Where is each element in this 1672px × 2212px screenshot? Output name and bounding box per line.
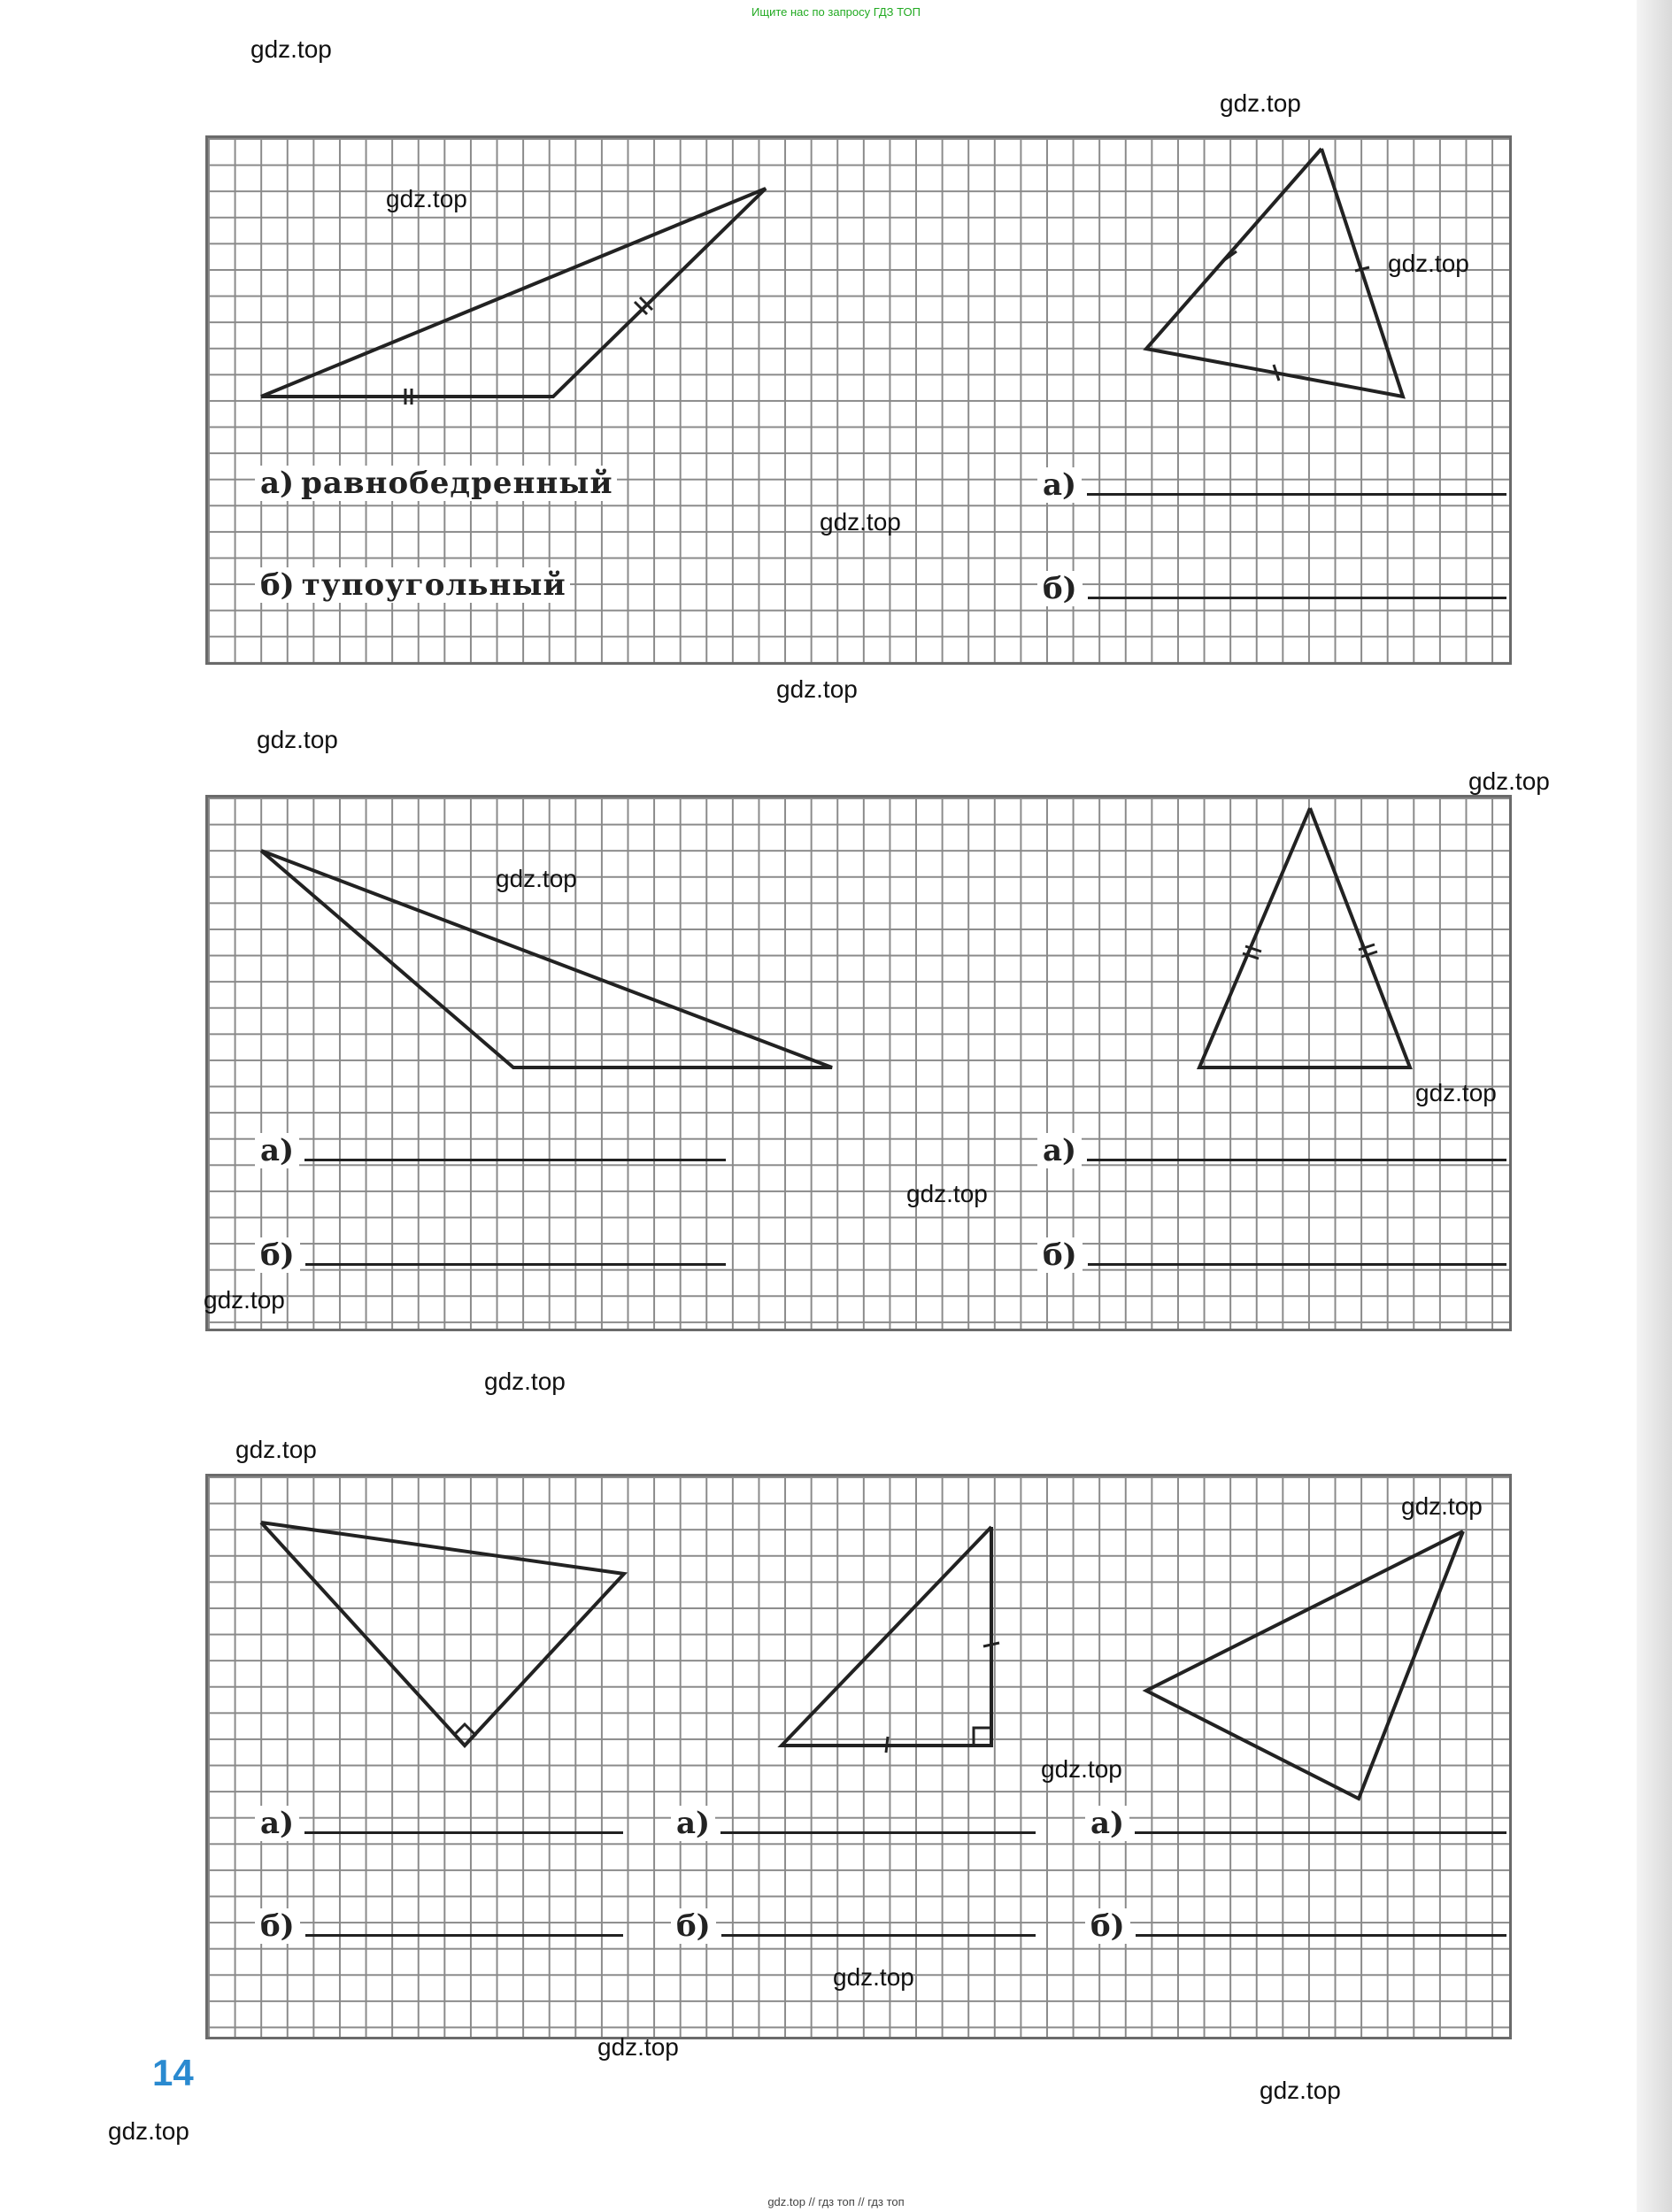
answer-row3-col1-a[interactable] xyxy=(255,1799,623,1841)
watermark: gdz.top xyxy=(250,35,332,63)
triangle-2 xyxy=(1146,149,1403,397)
answer-row1-right-a[interactable] xyxy=(1037,460,1506,503)
answer-label: а) xyxy=(1037,1133,1082,1168)
watermark: gdz.top xyxy=(1401,1492,1483,1520)
answer-text: тупоугольный xyxy=(300,567,570,603)
triangle-1 xyxy=(261,189,766,397)
answer-label: а) xyxy=(1085,1806,1129,1841)
answer-row3-col3-b[interactable] xyxy=(1085,1901,1506,1944)
answer-label: а) xyxy=(255,466,299,501)
page-number: 14 xyxy=(152,2052,194,2093)
answer-label: а) xyxy=(1037,467,1082,503)
watermark: gdz.top xyxy=(1220,89,1301,117)
answer-line xyxy=(721,1934,1036,1937)
watermark: gdz.top xyxy=(820,508,901,536)
answer-line xyxy=(1088,1263,1506,1266)
answer-row2-left-b[interactable] xyxy=(255,1230,726,1273)
answer-row3-col2-a[interactable] xyxy=(671,1799,1036,1841)
answer-text: равнобедренный xyxy=(299,466,616,501)
watermark: gdz.top xyxy=(235,1436,317,1463)
watermark: gdz.top xyxy=(776,675,858,703)
tick-mark xyxy=(886,1737,888,1753)
watermark: gdz.top xyxy=(386,185,467,212)
figure-row-3 xyxy=(208,1476,1509,2037)
page-edge-shadow xyxy=(1637,0,1672,2212)
answer-label: а) xyxy=(255,1806,299,1841)
answer-row3-col2-b[interactable] xyxy=(671,1901,1036,1944)
answer-label: б) xyxy=(255,1237,300,1273)
tick-mark xyxy=(983,1643,999,1646)
watermark: gdz.top xyxy=(108,2117,189,2145)
watermark: gdz.top xyxy=(496,865,577,892)
triangle-7 xyxy=(1146,1531,1463,1799)
answer-label: а) xyxy=(671,1806,715,1841)
watermark: gdz.top xyxy=(833,1963,914,1991)
watermark: gdz.top xyxy=(597,2033,679,2061)
answer-label: б) xyxy=(255,1908,300,1944)
answer-label: б) xyxy=(1037,1237,1083,1273)
watermark: gdz.top xyxy=(204,1286,285,1314)
answer-line xyxy=(304,1159,726,1161)
answer-label: б) xyxy=(1037,571,1083,606)
answer-line xyxy=(1136,1934,1506,1937)
answer-line xyxy=(304,1831,623,1834)
tick-mark xyxy=(1355,267,1369,271)
watermark: gdz.top xyxy=(257,726,338,753)
triangle-4 xyxy=(1199,808,1410,1067)
watermark: gdz.top xyxy=(1041,1755,1122,1783)
answer-row1-left-a[interactable] xyxy=(255,459,742,501)
answer-label: б) xyxy=(671,1908,716,1944)
answer-line xyxy=(305,1263,726,1266)
footer-note: gdz.top // гдз топ // гдз топ xyxy=(767,2195,905,2208)
answer-row3-col1-b[interactable] xyxy=(255,1901,623,1944)
answer-row2-right-b[interactable] xyxy=(1037,1230,1506,1273)
answer-label: б) xyxy=(1085,1908,1130,1944)
answer-label: б) xyxy=(255,567,300,603)
answer-line xyxy=(720,1831,1036,1834)
watermark: gdz.top xyxy=(1388,250,1469,277)
answer-row1-left-b[interactable] xyxy=(255,560,742,603)
right-angle-mark xyxy=(974,1728,991,1746)
answer-row1-right-b[interactable] xyxy=(1037,564,1506,606)
watermark: gdz.top xyxy=(484,1368,566,1395)
answer-line xyxy=(1135,1831,1506,1834)
answer-line xyxy=(1087,493,1506,496)
watermark: gdz.top xyxy=(1260,2077,1341,2104)
watermark: gdz.top xyxy=(1468,767,1550,795)
answer-line xyxy=(1088,597,1506,599)
answer-line xyxy=(305,1934,623,1937)
header-note: Ищите нас по запросу ГДЗ ТОП xyxy=(751,5,921,19)
answer-row3-col3-a[interactable] xyxy=(1085,1799,1506,1841)
triangle-6 xyxy=(782,1527,991,1746)
watermark: gdz.top xyxy=(906,1180,988,1207)
answer-line xyxy=(1087,1159,1506,1161)
watermark: gdz.top xyxy=(1415,1079,1497,1106)
answer-label: а) xyxy=(255,1133,299,1168)
answer-row2-left-a[interactable] xyxy=(255,1126,726,1168)
answer-row2-right-a[interactable] xyxy=(1037,1126,1506,1168)
triangle-5 xyxy=(261,1522,624,1746)
grid-panel-3 xyxy=(205,1474,1512,2039)
